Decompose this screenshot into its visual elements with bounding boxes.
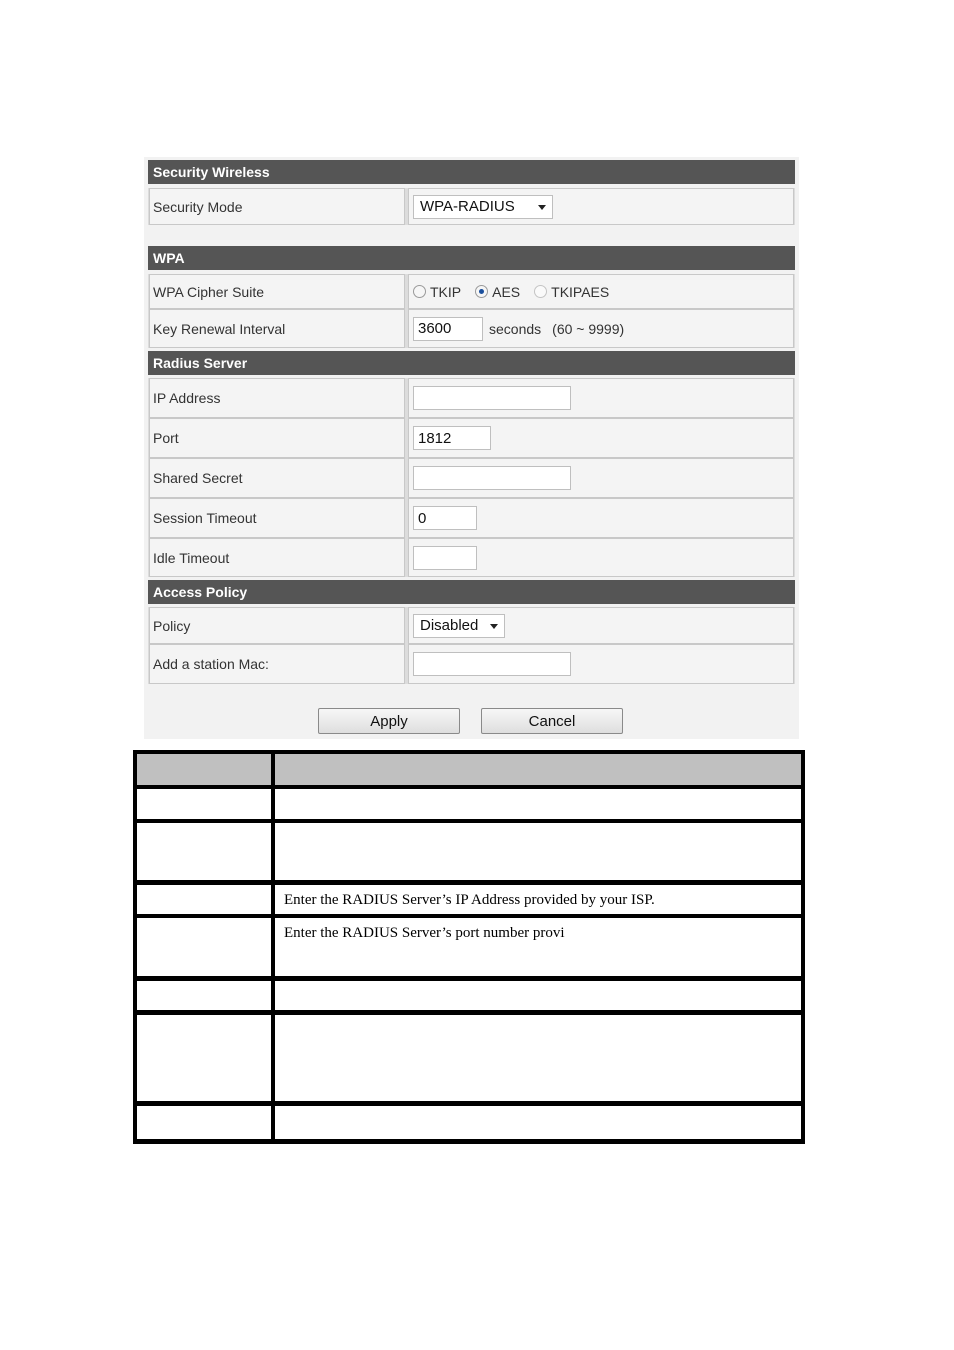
key-renewal-label: Key Renewal Interval	[149, 309, 405, 348]
wpa-cipher-cell	[408, 274, 794, 309]
port-label: Port	[149, 418, 405, 458]
cipher-option-tkipaes[interactable]	[534, 284, 609, 300]
policy-cell	[408, 607, 794, 644]
security-settings-panel	[144, 157, 799, 739]
table-row-2-label	[137, 823, 271, 880]
station-mac-input[interactable]	[413, 652, 571, 676]
apply-button[interactable]: Apply	[318, 708, 460, 734]
section-header-radius-server: Radius Server	[148, 351, 795, 375]
table-row-4-desc	[275, 918, 801, 976]
table-row-3-label	[137, 885, 271, 914]
port-cell	[408, 418, 794, 458]
table-row-2-text	[275, 823, 801, 830]
table-row-4-text: Enter the RADIUS Server’s port number provi	[284, 925, 565, 941]
security-mode-label: Security Mode	[149, 188, 405, 225]
table-row-6-label	[137, 1015, 271, 1101]
key-renewal-unit: seconds	[489, 320, 542, 337]
table-row-1-text	[275, 789, 801, 796]
radio-tkipaes-icon[interactable]	[534, 285, 547, 298]
port-input[interactable]	[413, 426, 491, 450]
key-renewal-input[interactable]	[413, 317, 483, 341]
ip-address-cell	[408, 378, 794, 418]
shared-secret-input[interactable]	[413, 466, 571, 490]
row-shared-secret	[148, 458, 795, 498]
row-port	[148, 418, 795, 458]
section-header-wpa: WPA	[148, 246, 795, 270]
ip-address-label: IP Address	[149, 378, 405, 418]
description-table	[133, 750, 805, 1144]
row-session-timeout	[148, 498, 795, 538]
key-renewal-range: (60 ~ 9999)	[552, 320, 625, 337]
table-row-7-desc	[275, 1106, 801, 1139]
policy-select[interactable]	[413, 614, 505, 638]
security-mode-cell	[408, 188, 794, 225]
table-row-7-text	[275, 1106, 801, 1113]
security-mode-select[interactable]	[413, 195, 553, 219]
wpa-cipher-label: WPA Cipher Suite	[149, 274, 405, 309]
shared-secret-label: Shared Secret	[149, 458, 405, 498]
idle-timeout-cell	[408, 538, 794, 577]
row-wpa-cipher	[148, 274, 795, 309]
table-row-3-text: Enter the RADIUS Server’s IP Address provided by your ISP.	[284, 892, 655, 908]
cipher-option-aes-label: AES	[492, 283, 521, 300]
idle-timeout-input[interactable]	[413, 546, 477, 570]
chevron-down-icon	[490, 624, 498, 629]
table-row-5-label	[137, 981, 271, 1010]
cipher-option-tkip-label: TKIP	[430, 283, 462, 300]
row-ip-address	[148, 378, 795, 418]
cipher-option-tkip[interactable]	[413, 284, 461, 300]
key-renewal-cell	[408, 309, 794, 348]
cipher-option-tkipaes-label: TKIPAES	[551, 283, 610, 300]
table-row-3-desc	[275, 885, 801, 914]
station-mac-cell	[408, 644, 794, 684]
row-security-mode	[148, 188, 795, 225]
row-station-mac	[148, 644, 795, 684]
idle-timeout-label: Idle Timeout	[149, 538, 405, 577]
cipher-option-aes[interactable]	[475, 284, 520, 300]
table-row-1-label	[137, 789, 271, 819]
security-mode-value: WPA-RADIUS	[420, 198, 515, 215]
cancel-button[interactable]: Cancel	[481, 708, 623, 734]
row-idle-timeout	[148, 538, 795, 577]
row-key-renewal	[148, 309, 795, 348]
session-timeout-input[interactable]	[413, 506, 477, 530]
row-policy	[148, 607, 795, 644]
shared-secret-cell	[408, 458, 794, 498]
table-row-5-desc	[275, 981, 801, 1010]
station-mac-label: Add a station Mac:	[149, 644, 405, 684]
table-header-cell-1	[137, 754, 271, 785]
table-row-7-label	[137, 1106, 271, 1139]
section-header-access-policy: Access Policy	[148, 580, 795, 604]
session-timeout-cell	[408, 498, 794, 538]
session-timeout-label: Session Timeout	[149, 498, 405, 538]
table-row-1-desc	[275, 789, 801, 819]
table-row-6-text	[275, 1015, 801, 1022]
policy-value: Disabled	[420, 617, 479, 634]
table-row-6-desc	[275, 1015, 801, 1101]
table-row-4-label	[137, 918, 271, 976]
table-header-cell-2	[275, 754, 801, 785]
policy-label: Policy	[149, 607, 405, 644]
radio-aes-selected-icon[interactable]	[475, 285, 488, 298]
section-header-security-wireless: Security Wireless	[148, 160, 795, 184]
table-row-2-desc	[275, 823, 801, 880]
ip-address-input[interactable]	[413, 386, 571, 410]
chevron-down-icon	[538, 205, 546, 210]
radio-tkip-icon[interactable]	[413, 285, 426, 298]
table-row-5-text	[275, 981, 801, 988]
